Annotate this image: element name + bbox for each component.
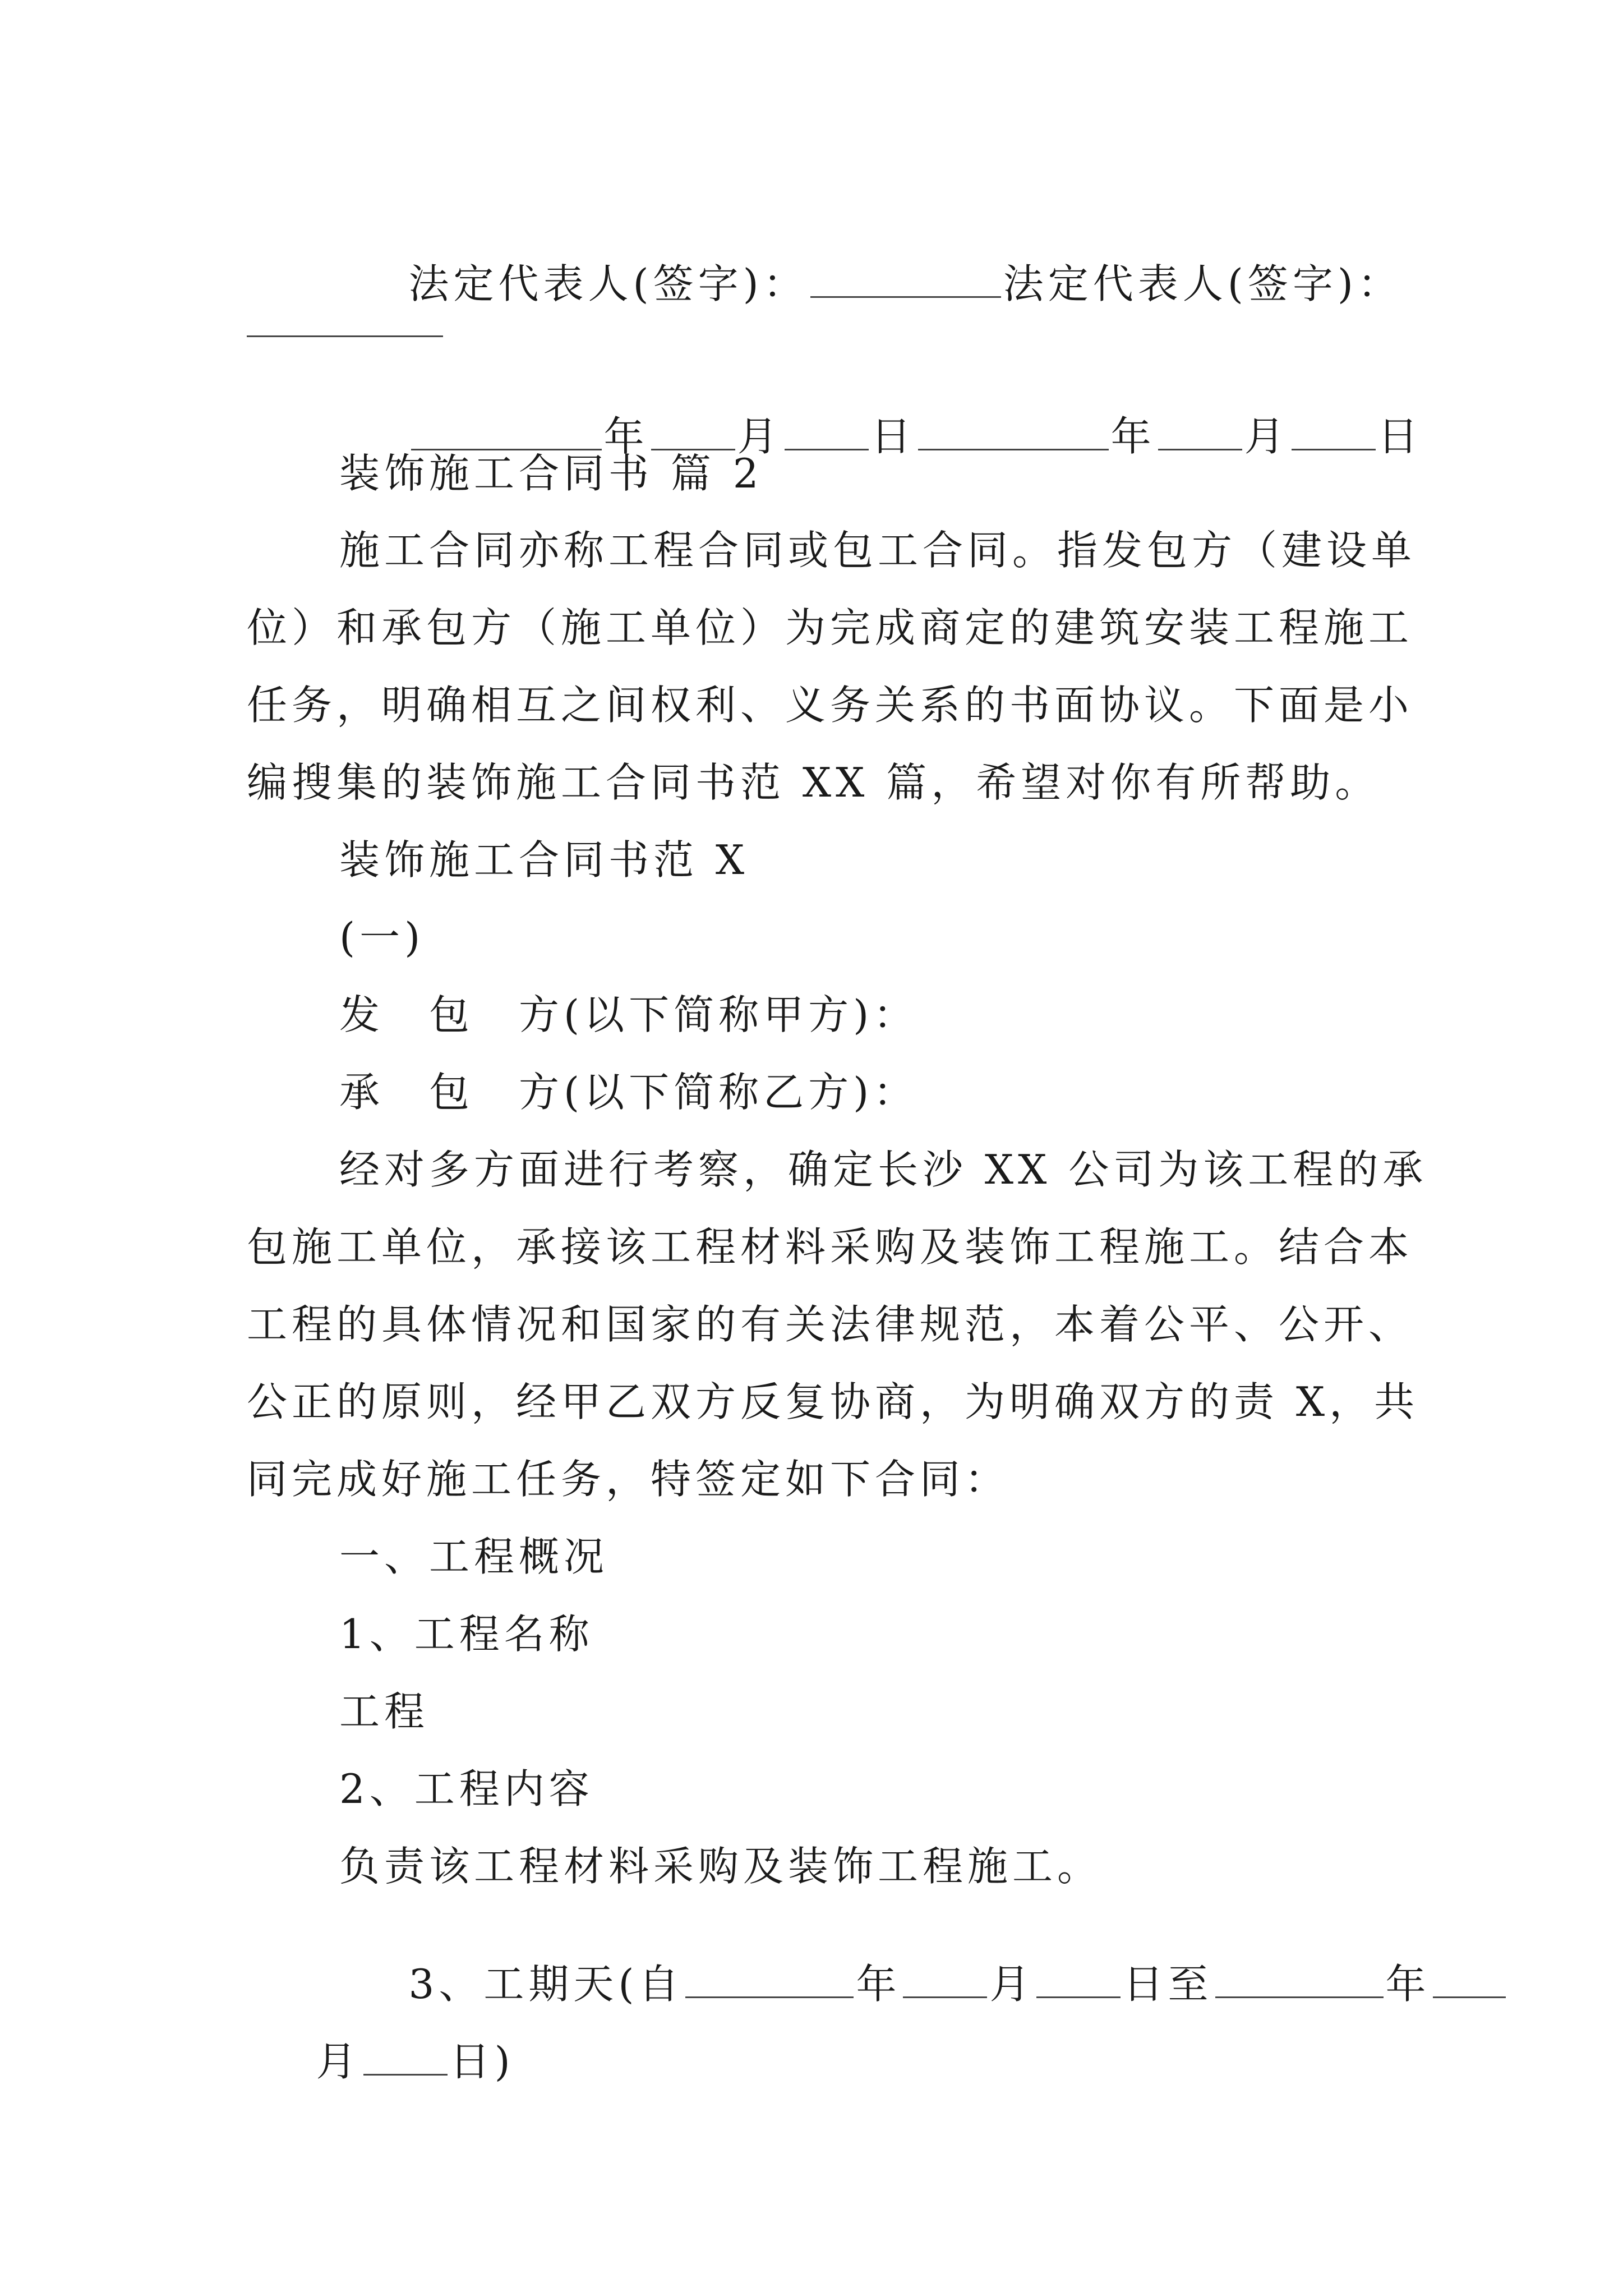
body-line-3: 工程的具体情况和国家的有关法律规范，本着公平、公开、 — [247, 1301, 1414, 1348]
end-year-label: 年 — [1385, 1961, 1431, 2008]
day-label-2: 日 — [1377, 413, 1423, 460]
day-label-1: 日 — [870, 413, 916, 460]
end-year-blank[interactable] — [1215, 1993, 1384, 1998]
year-blank-2[interactable] — [918, 445, 1109, 450]
start-month-label: 月 — [989, 1961, 1035, 2008]
item-3-duration-row-2 — [247, 2001, 515, 2122]
month-label-2: 月 — [1244, 413, 1289, 460]
start-day-to-label: 日至 — [1123, 1961, 1213, 2008]
day-blank-2[interactable] — [1292, 445, 1376, 450]
sample-number: (一) — [339, 914, 425, 961]
legal-rep-label-1: 法定代表人(签字)： — [408, 260, 808, 307]
party-b: 承 包 方(以下简称乙方)： — [339, 1069, 919, 1116]
heading-project-overview: 一、工程概况 — [339, 1533, 609, 1580]
item-2-title: 2、工程内容 — [339, 1765, 594, 1812]
signature-row — [339, 223, 1403, 344]
signature-blank-2[interactable] — [247, 335, 443, 337]
section-title: 装饰施工合同书 篇 2 — [339, 450, 763, 497]
end-month-blank-start[interactable] — [1433, 1993, 1506, 1998]
start-month-blank[interactable] — [903, 1993, 987, 1998]
intro-line-2: 位）和承包方（施工单位）为完成商定的建筑安装工程施工 — [247, 604, 1414, 651]
body-line-4: 公正的原则，经甲乙双方反复协商，为明确双方的责 X，共 — [247, 1378, 1419, 1425]
year-label-2: 年 — [1110, 413, 1156, 460]
start-year-blank[interactable] — [685, 1993, 854, 1998]
item-1-value: 工程 — [339, 1688, 430, 1735]
month-label-1: 月 — [737, 413, 782, 460]
signature-blank-1[interactable] — [810, 293, 1001, 298]
end-day-blank[interactable] — [363, 2070, 448, 2076]
start-day-blank[interactable] — [1036, 1993, 1121, 1998]
party-a: 发 包 方(以下简称甲方)： — [339, 991, 919, 1038]
day-blank-1[interactable] — [785, 445, 869, 450]
intro-line-3: 任务，明确相互之间权利、义务关系的书面协议。下面是小 — [247, 682, 1414, 729]
item-3-prefix: 3、工期天(自 — [408, 1961, 684, 2008]
body-line-5: 同完成好施工任务，特签定如下合同： — [247, 1456, 1010, 1503]
sample-title: 装饰施工合同书范 X — [339, 836, 749, 884]
item-1-title: 1、工程名称 — [339, 1611, 594, 1658]
intro-line-1: 施工合同亦称工程合同或包工合同。指发包方（建设单 — [339, 527, 1417, 574]
legal-rep-label-2: 法定代表人(签字)： — [1003, 260, 1403, 307]
body-line-2: 包施工单位，承接该工程材料采购及装饰工程施工。结合本 — [247, 1223, 1414, 1271]
body-line-1: 经对多方面进行考察，确定长沙 XX 公司为该工程的承 — [339, 1146, 1428, 1193]
item-2-value: 负责该工程材料采购及装饰工程施工。 — [339, 1843, 1103, 1890]
end-day-label: 日) — [449, 2038, 515, 2085]
month-blank-2[interactable] — [1158, 445, 1242, 450]
intro-line-4: 编搜集的装饰施工合同书范 XX 篇，希望对你有所帮助。 — [247, 759, 1380, 806]
end-month-label: 月 — [316, 2038, 361, 2085]
year-label-1: 年 — [603, 413, 649, 460]
start-year-label: 年 — [856, 1961, 901, 2008]
